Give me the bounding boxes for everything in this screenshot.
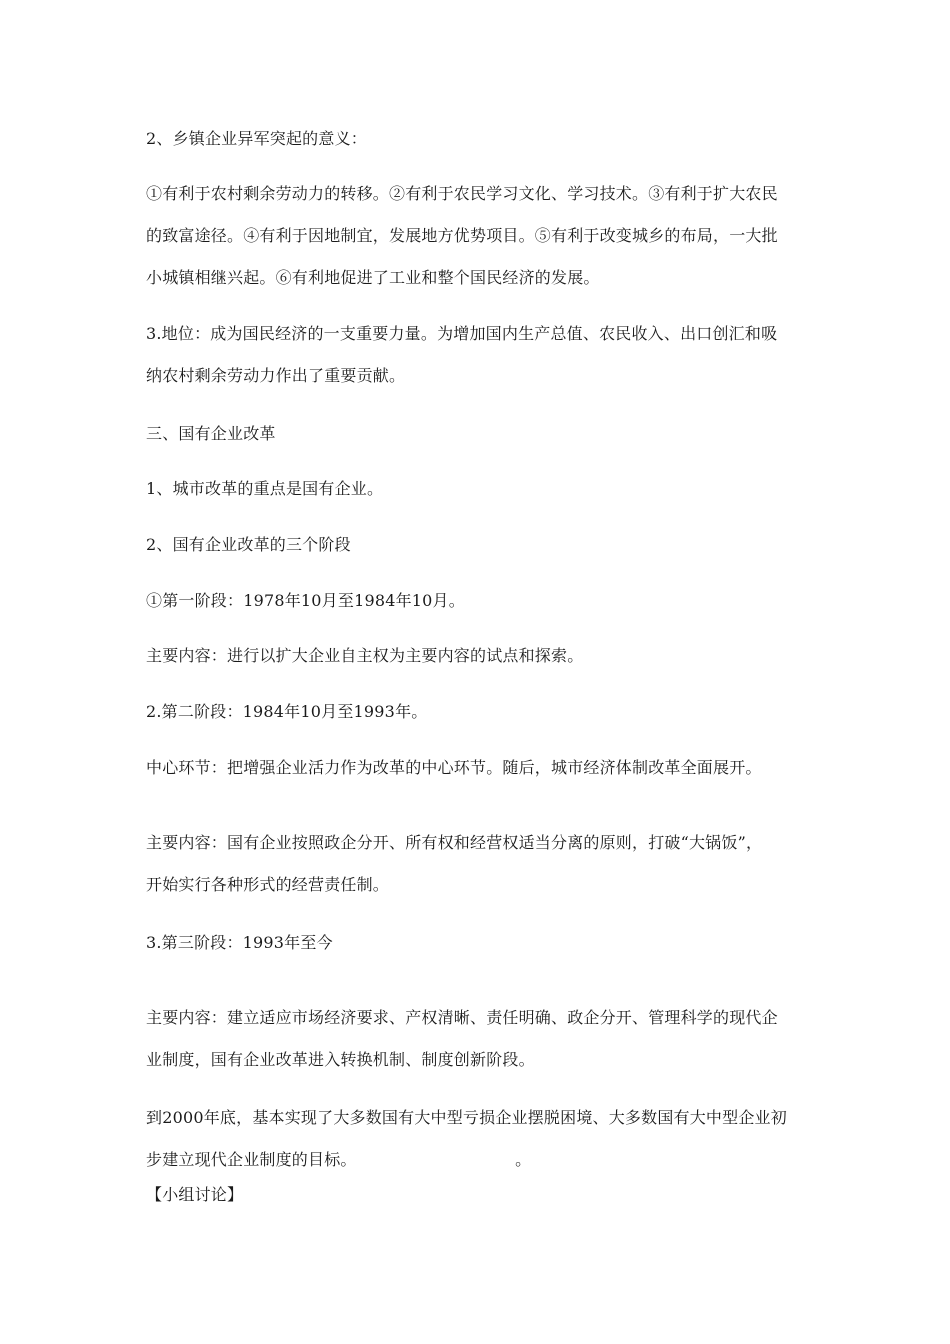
text-line: 三、国有企业改革 xyxy=(146,424,276,443)
paragraph-stage-one-content xyxy=(146,635,806,677)
text-line: 2、国有企业改革的三个阶段 xyxy=(146,535,351,554)
text-line: ①有利于农村剩余劳动力的转移。②有利于农民学习文化、学习技术。③有利于扩大农民 xyxy=(146,184,778,203)
text-line: 3.地位：成为国民经济的一支重要力量。为增加国内生产总值、农民收入、出口创汇和吸 xyxy=(146,324,778,343)
text-line: 主要内容：进行以扩大企业自主权为主要内容的试点和探索。 xyxy=(146,646,584,665)
paragraph-2000-result xyxy=(146,1097,806,1181)
text-line: 主要内容：国有企业按照政企分开、所有权和经营权适当分离的原则，打破“大锅饭”， xyxy=(146,833,763,852)
paragraph-urban-reform-focus xyxy=(146,468,806,510)
text-line: 开始实行各种形式的经营责任制。 xyxy=(146,875,390,894)
text-line: 到2000年底，基本实现了大多数国有大中型亏损企业摆脱困境、大多数国有大中型企业初 xyxy=(146,1108,787,1127)
text-line: 步建立现代企业制度的目标。 。 xyxy=(146,1150,532,1169)
paragraph-stage-two-content xyxy=(146,822,806,906)
paragraph-status xyxy=(146,313,806,397)
text-line: 小城镇相继兴起。⑥有利地促进了工业和整个国民经济的发展。 xyxy=(146,268,600,287)
paragraph-stage-two xyxy=(146,691,806,733)
text-line: 【小组讨论】 xyxy=(146,1185,244,1204)
text-line: 的致富途径。④有利于因地制宜，发展地方优势项目。⑤有利于改变城乡的布局，一大批 xyxy=(146,226,778,245)
section-heading-soe-reform xyxy=(146,413,806,455)
text-line: 3.第三阶段：1993年至今 xyxy=(146,933,333,952)
text-line: ①第一阶段：1978年10月至1984年10月。 xyxy=(146,591,465,610)
text-line: 纳农村剩余劳动力作出了重要贡献。 xyxy=(146,366,406,385)
text-line: 2.第二阶段：1984年10月至1993年。 xyxy=(146,702,428,721)
text-line: 1、城市改革的重点是国有企业。 xyxy=(146,479,384,498)
text-line: 主要内容：建立适应市场经济要求、产权清晰、责任明确、政企分开、管理科学的现代企 xyxy=(146,1008,778,1027)
text-line: 业制度，国有企业改革进入转换机制、制度创新阶段。 xyxy=(146,1050,535,1069)
paragraph-stage-three xyxy=(146,922,806,964)
section-heading-group-discussion xyxy=(146,1174,806,1216)
paragraph-stage-two-core xyxy=(146,747,806,789)
paragraph-stage-one xyxy=(146,580,806,622)
paragraph-township-significance-heading xyxy=(146,118,806,160)
paragraph-township-significance-points xyxy=(146,173,806,299)
paragraph-three-stages-heading xyxy=(146,524,806,566)
text-line: 中心环节：把增强企业活力作为改革的中心环节。随后，城市经济体制改革全面展开。 xyxy=(146,758,762,777)
text-line: 2、乡镇企业异军突起的意义： xyxy=(146,129,367,148)
paragraph-stage-three-content xyxy=(146,997,806,1081)
